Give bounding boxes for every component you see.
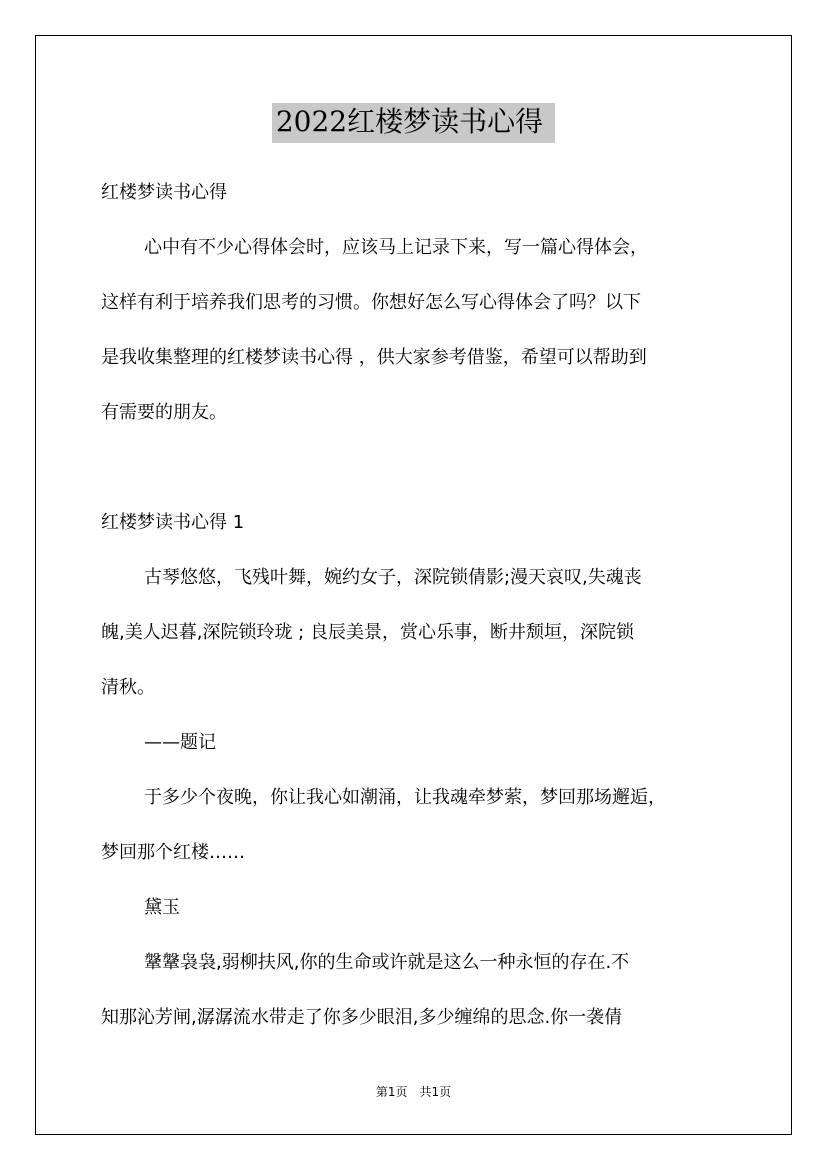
para2-line-2: 梦回那个红楼…… [101,842,245,863]
intro-line-2: 这样有利于培养我们思考的习惯。你想好怎么写心得体会了吗？以下 [101,292,641,313]
section1-line-2: 魄,美人迟暮,深院锁玲珑 ; 良辰美景，赏心乐事，断井颓垣，深院锁 [101,622,634,643]
subtitle: 红楼梦读书心得 [101,182,227,203]
document-title [0,103,827,143]
name-heading: 黛玉 [144,897,180,918]
page-number: 第1页 共1页 [375,1085,452,1099]
section-heading: 红楼梦读书心得 1 [101,512,245,533]
para3-line-2: 知那沁芳闸,潺潺流水带走了你多少眼泪,多少缠绵的思念.你一袭倩 [101,1007,623,1028]
para3-line-1: 鞶鞶袅袅,弱柳扶风,你的生命或许就是这么一种永恒的存在.不 [144,952,630,973]
intro-line-3: 是我收集整理的红楼梦读书心得 ，供大家参考借鉴，希望可以帮助到 [101,347,647,368]
document-body [101,165,737,1045]
epigraph: ——题记 [144,732,216,753]
intro-line-1: 心中有不少心得体会时，应该马上记录下来，写一篇心得体会， [144,237,648,258]
intro-line-4: 有需要的朋友。 [101,402,227,423]
section1-line-3: 清秋。 [101,677,155,698]
para2-line-1: 于多少个夜晚，你让我心如潮涌，让我魂牵梦萦，梦回那场邂逅， [144,787,666,808]
document-title-text: 2022红楼梦读书心得 [272,103,555,143]
page-footer [0,1083,827,1100]
blank-line [101,440,737,495]
section1-line-1: 古琴悠悠，飞残叶舞，婉约女子，深院锁倩影;漫天哀叹,失魂丧 [144,567,642,588]
